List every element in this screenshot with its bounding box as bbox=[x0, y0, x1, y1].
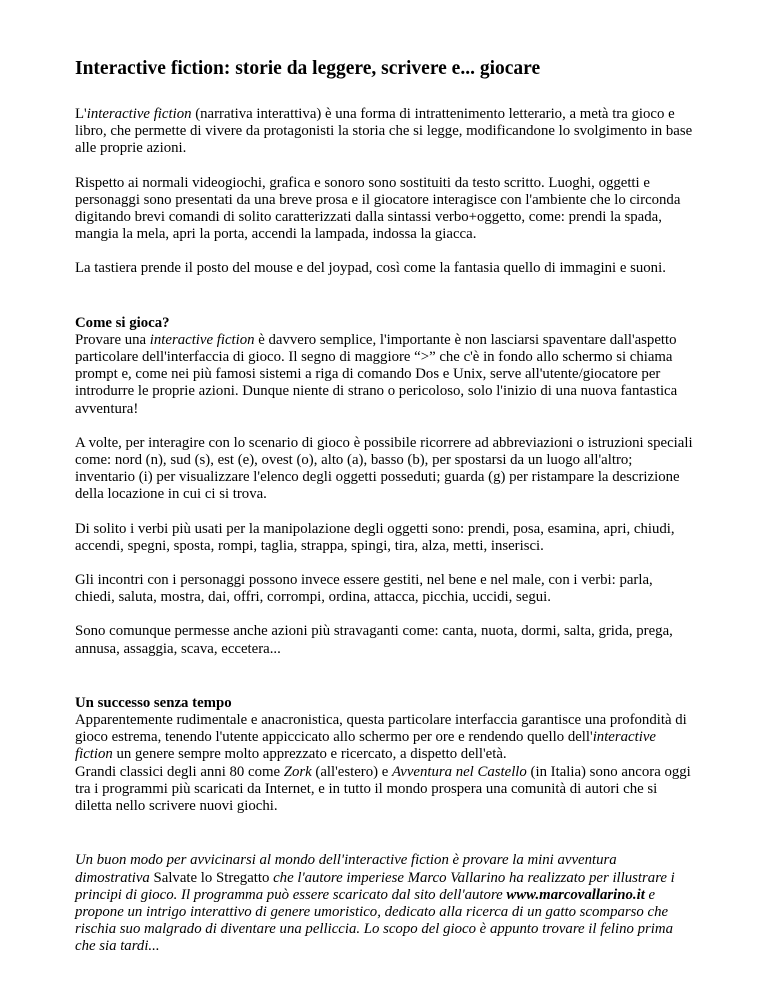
intro-paragraph-3: La tastiera prende il posto del mouse e del joypad, così come la fantasia quello di immagini e suoni. bbox=[75, 260, 666, 277]
section-heading: Come si gioca? bbox=[75, 314, 170, 331]
body-text: Grandi classici degli anni 80 come bbox=[75, 763, 284, 780]
paragraph-object-verbs: Di solito i verbi più usati per la manipolazione degli oggetti sono: prendi, posa, esamina, apri, chiudi, accendi, spegni, sposta, rompi, taglia, strappa, spingi, tira, alza, metti, inserisci. bbox=[75, 520, 675, 554]
body-text: un genere sempre molto apprezzato e ricercato, a dispetto dell'età. bbox=[112, 746, 507, 763]
closing-text: Un buon modo per avvicinarsi al mondo dell'interactive fiction è provare la mini avventura dimostrativa bbox=[75, 852, 617, 886]
intro-text: (narrativa interattiva) è una forma di intrattenimento letterario, a metà tra gioco e libro, che permette di vivere da protagonisti la storia che si legge, modificandone lo svolgimento in base alle proprie azioni. bbox=[75, 106, 693, 157]
section-how-to-play bbox=[75, 315, 693, 418]
emphasis-term: interactive fiction bbox=[149, 331, 255, 348]
body-text: (in Italia) sono ancora oggi tra i programmi più scaricati da Internet, e in tutto il mondo prospera una comunità di autori che si diletta nello scrivere nuovi giochi. bbox=[75, 763, 691, 815]
section-timeless-success bbox=[75, 695, 693, 815]
emphasis-term: interactive fiction bbox=[75, 729, 656, 763]
paragraph-extravagant-actions: Sono comunque permesse anche azioni più stravaganti come: canta, nuota, dormi, salta, grida, prega, annusa, assaggia, scava, eccetera... bbox=[75, 623, 673, 657]
game-title: Zork bbox=[283, 763, 312, 780]
body-text: Provare una bbox=[75, 331, 150, 348]
body-text: Apparentemente rudimentale e anacronistica, questa particolare interfaccia garantisce una profondità di gioco estrema, tenendo l'utente appiccicato allo schermo per ore e rendendo quello dell' bbox=[75, 712, 687, 746]
closing-text: che l'autore imperiese Marco Vallarino ha realizzato per illustrare i principi di gioco. Il programma può essere scaricato dal sito dell'autore bbox=[75, 869, 675, 903]
intro-paragraph-2: Rispetto ai normali videogiochi, grafica e sonoro sono sostituiti da testo scritto. Luoghi, oggetti e personaggi sono presentati da una breve prosa e il giocatore interagisce con l'ambiente che lo circonda digitando brevi comandi di solito caratterizzati dalla sintassi verbo+oggetto, come: prendi la spada, mangia la mela, apri la porta, accendi la lampada, indossa la giacca. bbox=[75, 174, 681, 243]
paragraph-character-verbs: Gli incontri con i personaggi possono invece essere gestiti, nel bene e nel male, con i verbi: parla, chiedi, saluta, mostra, dai, offri, corrompi, ordina, attacca, picchia, uccidi, segui. bbox=[75, 572, 653, 606]
section-heading: Un successo senza tempo bbox=[75, 694, 232, 711]
author-site-link[interactable]: www.marcovallarino.it bbox=[506, 886, 645, 903]
closing-text: e propone un intrigo interattivo di genere umoristico, dedicato alla ricerca di un gatto scomparso che rischia suo malgrado di diventare una pelliccia. Lo scopo del gioco è appunto trovare il felino prima che sia tardi... bbox=[75, 886, 673, 955]
body-text: (all'estero) e bbox=[311, 763, 393, 780]
intro-text: L' bbox=[75, 106, 87, 122]
section-spacer bbox=[75, 675, 693, 695]
body-text: è davvero semplice, l'importante è non lasciarsi spaventare dall'aspetto particolare dell'interfaccia di gioco. Il segno di maggiore “>” che c'è in fondo allo schermo si chiama prompt e, come nei più famosi sistemi a riga di comando Dos e Unix, serve all'utente/giocatore per introdurre le proprie azioni. Dunque niente di strano o pericoloso, solo l'inizio di una nuova fantastica avventura! bbox=[75, 331, 678, 417]
page-title: Interactive fiction: storie da leggere, scrivere e... giocare bbox=[75, 58, 541, 79]
section-spacer bbox=[75, 295, 693, 315]
paragraph-abbreviations: A volte, per interagire con lo scenario di gioco è possibile ricorrere ad abbreviazioni o istruzioni speciali come: nord (n), sud (s), est (e), ovest (o), alto (a), basso (b), per spostarsi da un luogo all'altro; inventario (i) per visualizzare l'elenco degli oggetti posseduti; guarda (g) per ristampare la descrizione della locazione in cui ci si trova. bbox=[75, 434, 693, 503]
emphasis-term: interactive fiction bbox=[86, 106, 192, 122]
section-spacer bbox=[75, 832, 693, 852]
game-title: Avventura nel Castello bbox=[392, 763, 527, 780]
game-title: Salvate lo Stregatto bbox=[153, 869, 270, 886]
intro-paragraph-1 bbox=[75, 106, 693, 158]
closing-paragraph bbox=[75, 852, 693, 955]
